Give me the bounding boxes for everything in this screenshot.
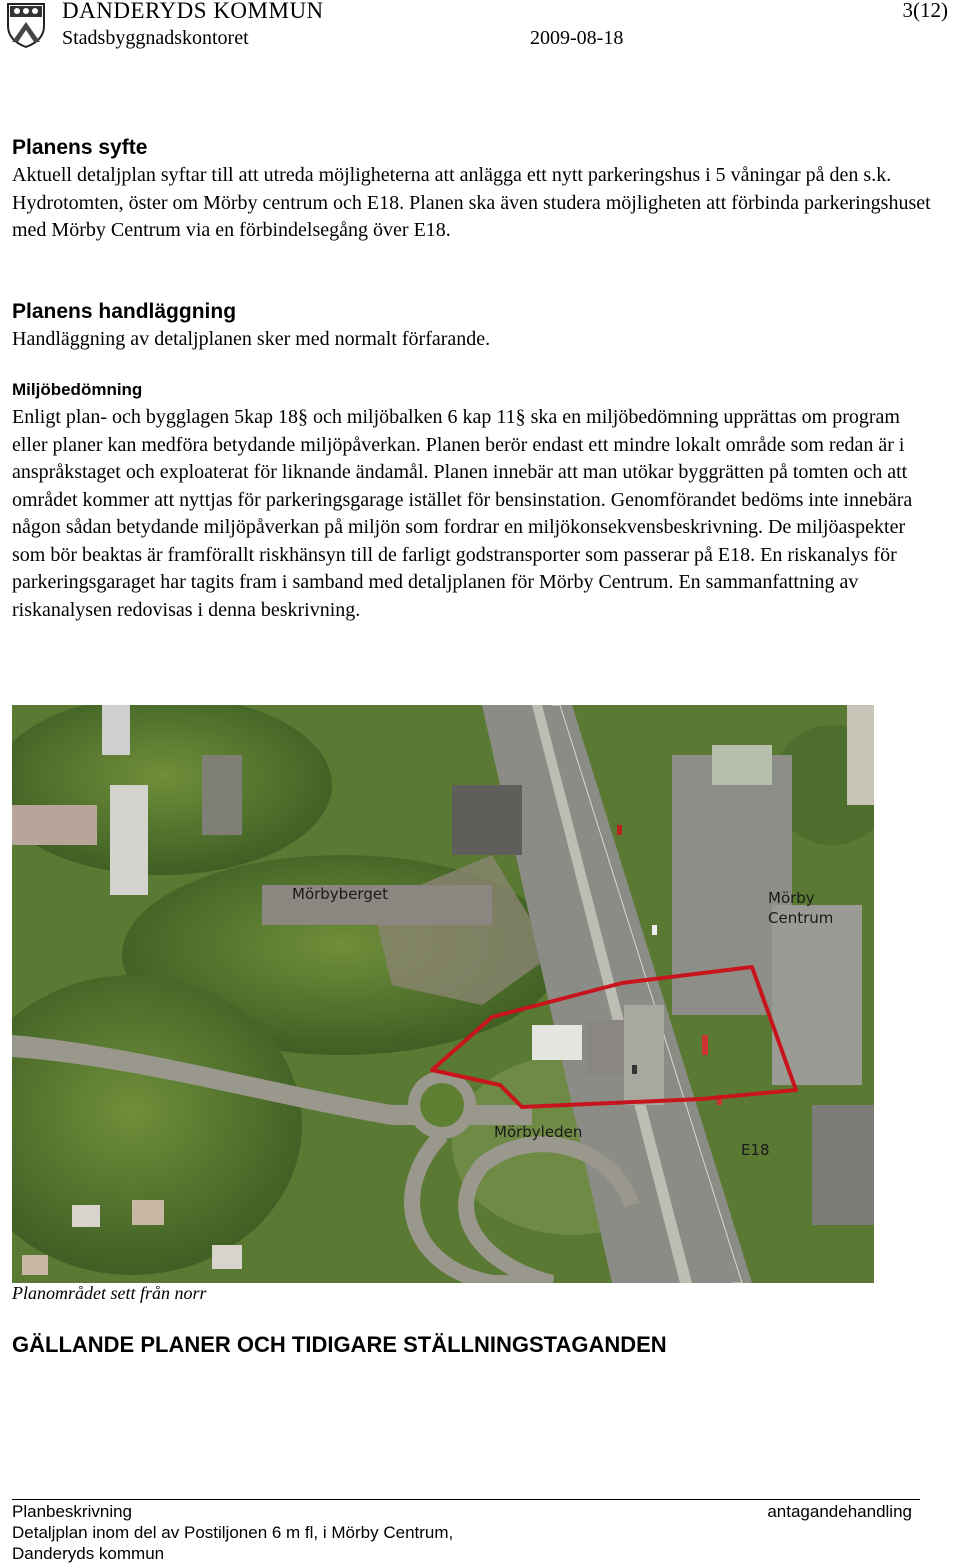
page-number: 3(12) bbox=[902, 0, 948, 22]
footer-doc-type: Planbeskrivning bbox=[12, 1502, 133, 1521]
aerial-photo bbox=[12, 705, 874, 1283]
figure-caption: Planområdet sett från norr bbox=[12, 1283, 207, 1303]
roundabout-island bbox=[420, 1083, 464, 1127]
label-morby-centrum-line2: Centrum bbox=[768, 909, 834, 927]
house bbox=[22, 1255, 48, 1275]
apartment-building bbox=[12, 805, 97, 845]
footer-title-line2: Danderyds kommun bbox=[12, 1544, 165, 1563]
section-text-miljobedomning: Enligt plan- och bygglagen 5kap 18§ och miljöbalken 6 kap 11§ ska en miljöbedömning upprättas om program eller planer kan medföra betydande miljöpåverkan. Planen berör endast ett mindre lokalt område som redan är i anspråkstaget och exploaterat för liknande ändamål. Planen innebär att man utökar byggrätten på tomten och att området kommer att nyttjas för parkeringsgarage istället för bensinstation. Genomförandet bedöms inte innebära någon sådan betydande miljöpåverkan på miljön som fordrar en miljökonsekvensbeskrivning. De miljöaspekter som bör beaktas är framförallt riskhänsyn till de farligt godstransporter som passerar på E18. En riskanalys för parkeringsgaraget har tagits fram i samband med detaljplanen för Mörby Centrum. En sammanfattning av riskanalysen redovisas i denna beskrivning. bbox=[12, 406, 913, 621]
label-morbyleden: Mörbyleden bbox=[494, 1123, 583, 1141]
car bbox=[652, 925, 657, 935]
section-text-syfte: Aktuell detaljplan syftar till att utreda möjligheterna att anlägga ett nytt parkeringshus i 5 våningar på den s.k. Hydrotomten, öster om Mörby centrum och E18. Planen ska även studera möjligheten att förbinda parkeringshuset med Mörby Centrum via en förbindelsegång över E18. bbox=[12, 164, 931, 241]
tower-building bbox=[847, 705, 874, 805]
bus bbox=[702, 1035, 708, 1055]
danderyd-coat-of-arms-icon bbox=[6, 2, 46, 48]
section-heading-handlaggning: Planens handläggning bbox=[12, 300, 237, 323]
section-text-handlaggning: Handläggning av detaljplanen sker med normalt förfarande. bbox=[12, 328, 491, 350]
apartment-building bbox=[110, 785, 148, 895]
footer-status: antagandehandling bbox=[767, 1502, 912, 1521]
house bbox=[72, 1205, 100, 1227]
section-heading-syfte: Planens syfte bbox=[12, 136, 148, 159]
car bbox=[632, 1065, 637, 1074]
footer-divider bbox=[12, 1499, 920, 1500]
school-building bbox=[452, 785, 522, 855]
parking-building bbox=[812, 1105, 874, 1225]
section-heading-gallande-planer: GÄLLANDE PLANER OCH TIDIGARE STÄLLNINGSTAGANDEN bbox=[12, 1332, 667, 1357]
petrol-station-roof bbox=[532, 1025, 582, 1060]
tower-building bbox=[102, 705, 130, 755]
department-name: Stadsbyggnadskontoret bbox=[62, 27, 249, 49]
site-building bbox=[624, 1005, 664, 1105]
morby-centrum-building bbox=[712, 745, 772, 785]
footer-title-line1: Detaljplan inom del av Postiljonen 6 m fl, i Mörby Centrum, bbox=[12, 1523, 454, 1542]
car bbox=[617, 825, 622, 835]
organization-name: DANDERYDS KOMMUN bbox=[62, 0, 324, 23]
document-date: 2009-08-18 bbox=[530, 27, 624, 49]
label-morbyberget: Mörbyberget bbox=[292, 885, 388, 903]
section-heading-miljobedomning: Miljöbedömning bbox=[12, 380, 143, 399]
house bbox=[132, 1200, 164, 1225]
label-e18: E18 bbox=[741, 1141, 770, 1159]
house bbox=[212, 1245, 242, 1269]
apartment-building bbox=[202, 755, 242, 835]
label-morby-centrum-line1: Mörby bbox=[768, 889, 815, 907]
